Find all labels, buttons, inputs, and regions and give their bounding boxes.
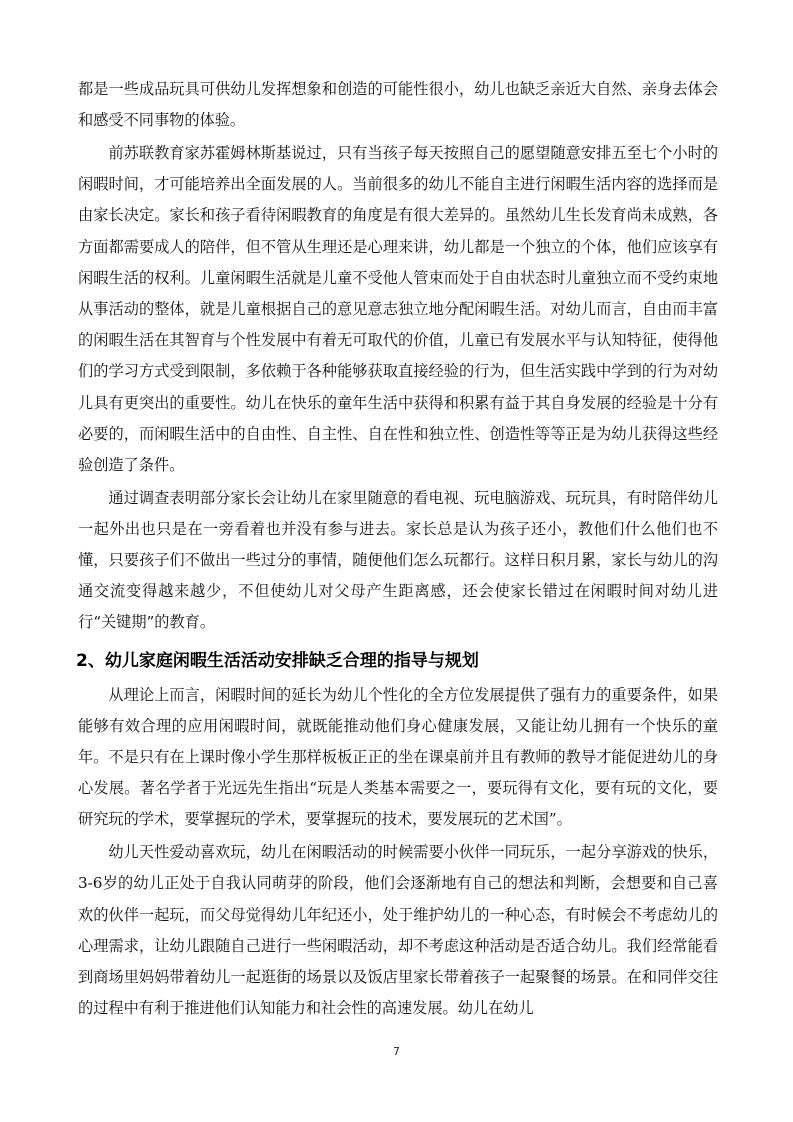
paragraph: 从理论上而言，闲暇时间的延长为幼儿个性化的全方位发展提供了强有力的重要条件，如果能够有效合理的应用闲暇时间，就既能推动他们身心健康发展，又能让幼儿拥有一个快乐的童年。不是只有在上课时像小学生那样板板正正的坐在课桌前并且有教师的教导才能促进幼儿的身心发展。著名学者于光远先生指出“玩是人类基本需要之一，要玩得有文化，要有玩的文化，要研究玩的学术，要掌握玩的学术，要掌握玩的技术，要发展玩的艺术国”。 — [78, 685, 718, 829]
paragraph: 通过调查表明部分家长会让幼儿在家里随意的看电视、玩电脑游戏、玩玩具，有时陪伴幼儿一起外出也只是在一旁看着也并没有参与进去。家长总是认为孩子还小，教他们什么他们也不懂，只要孩子们不做出一些过分的事情，随便他们怎么玩都行。这样日积月累，家长与幼儿的沟通交流变得越来越少，不但使幼儿对父母产生距离感，还会使家长错过在闲暇时间对幼儿进行“关键期”的教育。 — [78, 488, 718, 632]
paragraph: 前苏联教育家苏霍姆林斯基说过，只有当孩子每天按照自己的愿望随意安排五至七个小时的闲暇时间，才可能培养出全面发展的人。当前很多的幼儿不能自主进行闲暇生活内容的选择而是由家长决定。家长和孩子看待闲暇教育的角度是有很大差异的。虽然幼儿生长发育尚未成熟，各方面都需要成人的陪伴，但不管从生理还是心理来讲，幼儿都是一个独立的个体，他们应该享有闲暇生活的权利。儿童闲暇生活就是儿童不受他人管束而处于自由状态时儿童独立而不受约束地从事活动的整体，就是儿童根据自己的意见意志独立地分配闲暇生活。对幼儿而言，自由而丰富的闲暇生活在其智育与个性发展中有着无可取代的价值，儿童已有发展水平与认知特征，使得他们的学习方式受到限制，多依赖于各种能够获取直接经验的行为，但生活实践中学到的行为对幼儿具有更突出的重要性。幼儿在快乐的童年生活中获得和积累有益于其自身发展的经验是十分有必要的，而闲暇生活中的自由性、自主性、自在性和独立性、创造性等等正是为幼儿获得这些经验创造了条件。 — [78, 143, 718, 474]
paragraph: 幼儿天性爱动喜欢玩，幼儿在闲暇活动的时候需要小伙伴一同玩乐，一起分享游戏的快乐，3-6岁的幼儿正处于自我认同萌芽的阶段，他们会逐渐地有自己的想法和判断，会想要和自己喜欢的伙伴一起玩，而父母觉得幼儿年纪还小，处于维护幼儿的一种心态，有时候会不考虑幼儿的心理需求，让幼儿跟随自己进行一些闲暇活动，却不考虑这种活动是否适合幼儿。我们经常能看到商场里妈妈带着幼儿一起逛街的场景以及饭店里家长带着孩子一起聚餐的场景。在和同伴交往的过程中有利于推进他们认知能力和社会性的高速发展。幼儿在幼儿 — [78, 843, 718, 1018]
document-body — [78, 74, 718, 1024]
paragraph: 都是一些成品玩具可供幼儿发挥想象和创造的可能性很小，幼儿也缺乏亲近大自然、亲身去体会和感受不同事物的体验。 — [78, 80, 718, 130]
section-heading: 2、幼儿家庭闲暇生活活动安排缺乏合理的指导与规划 — [76, 650, 479, 671]
page-number: 7 — [393, 1046, 400, 1058]
